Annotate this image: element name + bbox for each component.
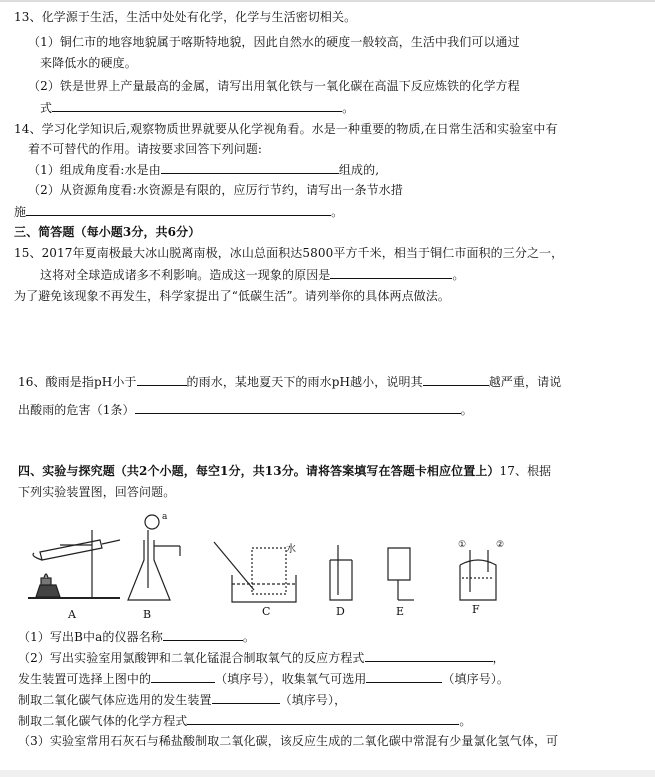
q17-part3: [18, 670, 509, 687]
apparatus-e-drawing: [388, 548, 414, 600]
apparatus-label-a: A: [68, 608, 76, 621]
q14-part1-suffix: 组成的,: [338, 163, 380, 177]
apparatus-b-a-mark: a: [162, 512, 168, 522]
section4-heading: 四、实验与探究题（共2个小题，每空1分，共13分。请将答案填写在答题卡相应位置上）: [18, 464, 500, 478]
q17-part2: [18, 649, 505, 666]
q13-part1-line2: 来降低水的硬度。: [40, 56, 137, 70]
q17-part1-text: （1）写出B中a的仪器名称: [18, 630, 163, 644]
q17-collector-blank[interactable]: [366, 670, 442, 683]
apparatus-d-drawing: [330, 545, 352, 600]
q16-part-d: 出酸雨的危害（1条）: [18, 403, 135, 417]
q13-part1-line1: （1）铜仁市的地容地貌属于喀斯特地貌，因此自然水的硬度一般较高，生活中我们可以通过: [28, 35, 520, 49]
q16-part-a: 16、酸雨是指pH小于: [18, 375, 137, 389]
section3-heading: 三、简答题（每小题3分，共6分）: [14, 225, 201, 239]
q17-part1: [18, 628, 255, 645]
q17-generator-blank[interactable]: [151, 670, 215, 683]
section4-line2: 下列实验装置图，回答问题。: [18, 485, 176, 499]
q16-end-mark: 。: [460, 403, 473, 417]
apparatus-f-mark-1: ①: [458, 540, 467, 550]
q13-part2-line1: （2）铁是世界上产量最高的金属，请写出用氧化铁与一氧化碳在高温下反应炼铁的化学方程: [28, 79, 520, 93]
q16-part-b: 的雨水，某地夏天下的雨水pH越小，说明其: [186, 375, 423, 389]
q16-part-c: 越严重，请说: [488, 375, 562, 389]
q15-end-mark: 。: [452, 268, 465, 282]
apparatus-label-e: E: [396, 605, 405, 618]
q17-co2-generator-blank[interactable]: [212, 691, 280, 704]
q17-part3-text-c: （填序号）。: [442, 672, 510, 686]
q13-title: 13、化学源于生活，生活中处处有化学，化学与生活密切相关。: [14, 10, 357, 24]
q13-part2-prefix: 式: [40, 101, 53, 115]
q14-part1-prefix: （1）组成角度看:水是由: [28, 163, 161, 177]
q14-title-line2: 着不可替代的作用。请按要求回答下列问题:: [28, 142, 263, 156]
q17-part1-end: 。: [242, 630, 256, 644]
apparatus-c-drawing: [214, 542, 296, 602]
q17-part3-text-b: （填序号），收集氧气可选用: [215, 672, 367, 686]
q17-part2-end: ，: [492, 651, 505, 665]
q17-part4-text-a: 制取二氧化碳气体应选用的发生装置: [18, 693, 212, 707]
q17-part4-text-b: （填序号），: [279, 693, 347, 707]
q15-line1: 15、2017年夏南极最大冰山脱离南极，冰山总面积达5800平方千米，相当于铜仁市面积的三分之一，: [14, 246, 564, 260]
q17-part4: [18, 691, 346, 708]
q14-part2-line1: （2）从资源角度看:水资源是有限的，应厉行节约，请写出一条节水措: [28, 183, 403, 197]
apparatus-label-b: B: [143, 608, 152, 621]
q17-part6: （3）实验室常用石灰石与稀盐酸制取二氧化碳，该反应生成的二氧化碳中常混有少量氯化氢气体，可: [18, 734, 559, 748]
apparatus-a-drawing: [28, 530, 120, 598]
apparatus-f-mark-2: ②: [496, 540, 505, 550]
q17-part5-text: 制取二氧化碳气体的化学方程式: [18, 714, 188, 728]
page-bottom-edge: [0, 770, 655, 777]
q15-line3: 为了避免该现象不再发生，科学家提出了“低碳生活”。请列举你的具体两点做法。: [14, 289, 450, 303]
q14-end-mark: 。: [331, 205, 344, 219]
q17-part5-end: 。: [459, 714, 472, 728]
apparatus-label-f: F: [472, 603, 480, 616]
q17-part5: [18, 712, 472, 729]
apparatus-b-drawing: [128, 515, 180, 600]
q14-part2-prefix: 施: [14, 205, 27, 219]
apparatus-label-c: C: [262, 605, 271, 618]
apparatus-water-label: 水: [286, 544, 296, 555]
q17-oxygen-equation-blank[interactable]: [365, 649, 493, 662]
q17-part2-text: （2）写出实验室用氯酸钾和二氧化锰混合制取氧气的反应方程式: [18, 651, 365, 665]
q13-end-mark: 。: [342, 101, 355, 115]
q17-instrument-blank[interactable]: [163, 628, 243, 641]
q14-title: 14、学习化学知识后,观察物质世界就要从化学视角看。水是一种重要的物质,在日常生活和实验室中有: [14, 122, 558, 136]
q17-co2-equation-blank[interactable]: [187, 712, 459, 725]
apparatus-label-d: D: [336, 605, 345, 618]
q15-line2-text: 这将对全球造成诸多不利影响。造成这一现象的原因是: [40, 268, 331, 282]
apparatus-f-drawing: [460, 550, 496, 600]
q17-part3-text-a: 发生装置可选择上图中的: [18, 672, 152, 686]
q17-title-start: 17、根据: [499, 464, 552, 478]
